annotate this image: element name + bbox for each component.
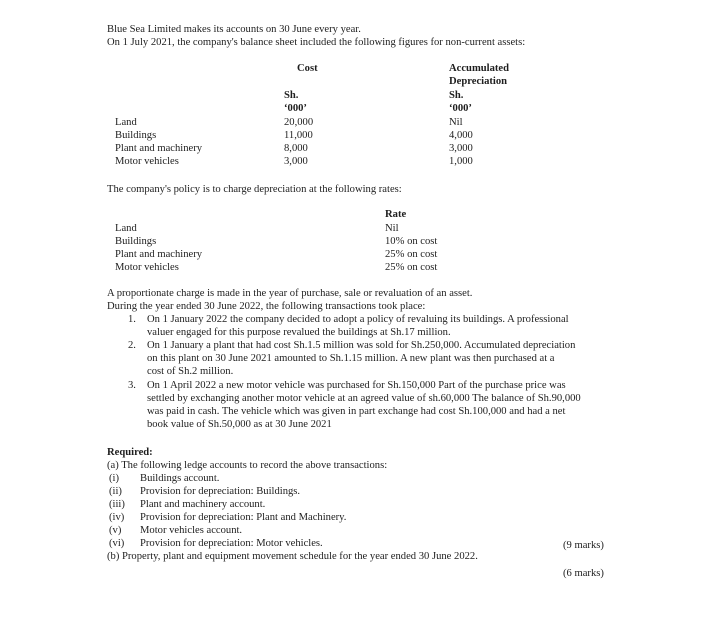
rate-label: Plant and machinery [115,249,203,260]
transaction-line: On 1 January 2022 the company decided to adopt a policy of revaluing its buildings. A professional [147,314,569,325]
item-roman: (vi) [109,538,125,549]
asset-label: Plant and machinery [115,143,203,154]
asset-label: Buildings [115,130,157,141]
intro-line-1: Blue Sea Limited makes its accounts on 30 June every year. [107,24,361,35]
item-roman: (i) [109,473,119,484]
asset-cost: 3,000 [284,156,308,167]
item-roman: (v) [109,525,122,536]
during-text: During the year ended 30 June 2022, the following transactions took place: [107,301,426,312]
transaction-line: valuer engaged for this purpose revalued the buildings at Sh.17 million. [147,327,451,338]
asset-cost: 20,000 [284,117,314,128]
required-heading: Required: [107,447,153,458]
asset-cost: 11,000 [284,130,313,141]
rate-label: Motor vehicles [115,262,179,273]
item-text: Provision for depreciation: Plant and Machinery. [140,512,347,523]
asset-dep: Nil [449,117,463,128]
transaction-number: 1. [128,314,136,325]
rate-value: Nil [385,223,399,234]
transaction-line: was paid in cash. The vehicle which was given in part exchange had cost Sh.100,000 and had a net [147,406,566,417]
item-roman: (ii) [109,486,122,497]
transaction-line: cost of Sh.2 million. [147,366,234,377]
accumulated-header: Accumulated [449,63,510,74]
policy-text: The company's policy is to charge depreciation at the following rates: [107,184,402,195]
transaction-line: settled by exchanging another motor vehicle at an agreed value of sh.60,000 The balance of Sh.90,000 [147,393,581,404]
transaction-line: on this plant on 30 June 2021 amounted to Sh.1.15 million. A new plant was then purchased at a [147,353,555,364]
item-text: Motor vehicles account. [140,525,243,536]
rate-label: Buildings [115,236,157,247]
marks-b: (6 marks) [563,568,604,579]
rate-value: 25% on cost [385,249,438,260]
item-text: Provision for depreciation: Motor vehicles. [140,538,323,549]
asset-dep: 4,000 [449,130,473,141]
dep-unit-currency: Sh. [449,90,464,101]
part-b: (b) Property, plant and equipment movement schedule for the year ended 30 June 2022. [107,551,478,562]
item-roman: (iv) [109,512,125,523]
item-text: Plant and machinery account. [140,499,266,510]
part-a: (a) The following ledge accounts to record the above transactions: [107,460,388,471]
transaction-number: 3. [128,380,136,391]
transaction-line: On 1 April 2022 a new motor vehicle was purchased for Sh.150,000 Part of the purchase price was [147,380,566,391]
asset-label: Land [115,117,137,128]
rate-value: 25% on cost [385,262,438,273]
rate-header: Rate [385,209,407,220]
marks-a: (9 marks) [563,540,604,551]
item-text: Provision for depreciation: Buildings. [140,486,301,497]
item-roman: (iii) [109,499,125,510]
dep-unit-thousands: ‘000’ [449,103,472,114]
item-text: Buildings account. [140,473,220,484]
asset-dep: 3,000 [449,143,473,154]
transaction-line: On 1 January a plant that had cost Sh.1.5 million was sold for Sh.250,000. Accumulated depreciation [147,340,576,351]
transaction-line: book value of Sh.50,000 as at 30 June 2021 [147,419,332,430]
rate-label: Land [115,223,137,234]
cost-unit-thousands: ‘000’ [284,103,307,114]
rate-value: 10% on cost [385,236,438,247]
asset-dep: 1,000 [449,156,473,167]
proportionate-text: A proportionate charge is made in the year of purchase, sale or revaluation of an asset. [107,288,473,299]
transaction-number: 2. [128,340,136,351]
intro-line-2: On 1 July 2021, the company's balance sheet included the following figures for non-current assets: [107,37,526,48]
cost-unit-currency: Sh. [284,90,299,101]
asset-label: Motor vehicles [115,156,179,167]
cost-header: Cost [297,63,318,74]
depreciation-header: Depreciation [449,76,508,87]
asset-cost: 8,000 [284,143,308,154]
